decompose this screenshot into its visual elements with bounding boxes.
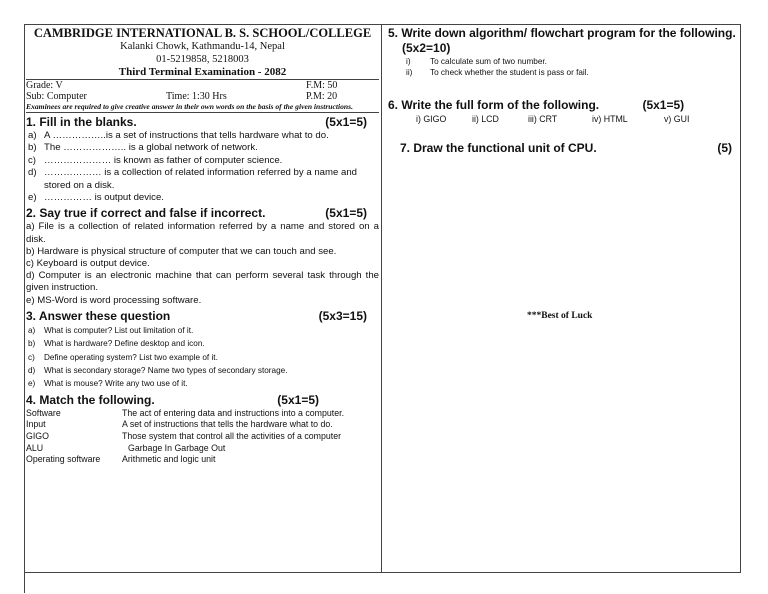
q3-item: c) Define operating system? List two example of it. [28,352,218,362]
q3-heading [26,309,379,324]
q5-title: 5. Write down algorithm/ flowchart program for the following. [388,26,736,40]
q1-item: a) A ……………..is a set of instructions that tells hardware what to do. [28,130,329,141]
q3-item: d) What is secondary storage? Name two types of secondary storage. [28,366,288,376]
q4-heading [26,393,379,408]
q2-heading [26,206,379,221]
q1-item: e) …………… is output device. [28,192,164,204]
q3-title: 3. Answer these question [26,308,171,323]
match-row: ALU Garbage In Garbage Out [26,442,226,453]
q2-title: 2. Say true if correct and false if incorrect. [26,206,266,221]
column-divider [381,24,382,572]
q3-item: e) What is mouse? Write any two use of it. [28,379,188,389]
q1-item: b) The ……………….. is a global network of network. [28,142,258,154]
q3-item: a) What is computer? List out limitation of it. [28,325,194,335]
school-address: Kalanki Chowk, Kathmandu-14, Nepal [120,41,285,52]
q5-marks: (5x2=10) [402,41,451,55]
q3-marks: (5x3=15) [318,308,367,323]
match-row: Software The act of entering data and instructions into a computer. [26,407,345,418]
q6-heading [388,98,738,113]
school-phone: 01-5219858, 5218003 [156,54,249,65]
exam-title: Third Terminal Examination - 2082 [26,66,379,80]
match-row: Operating software Arithmetic and logic unit [26,454,216,465]
q5-heading [388,26,738,56]
q7-title: 7. Draw the functional unit of CPU. [400,141,597,155]
q7-marks: (5) [717,141,732,155]
q4-title: 4. Match the following. [26,392,155,407]
q6-item: iv) HTML [592,114,628,124]
subject: Sub: Computer [26,91,87,102]
q2-item: c) Keyboard is output device. [26,258,150,270]
q6-title: 6. Write the full form of the following. [388,98,600,112]
q6-item: iii) CRT [528,114,558,124]
q4-marks: (5x1=5) [277,392,319,407]
right-column [388,26,738,156]
instructions: Examinees are required to give creative answer in their own words on the basis of the given instructions. [26,102,379,113]
full-marks: F.M: 50 [306,80,338,91]
q1-heading [26,115,379,130]
q3-item: b) What is hardware? Define desktop and icon. [28,339,205,349]
q2-item: d) Computer is an electronic machine that can perform several task through the given instruction. [26,270,379,294]
page-edge-line [24,571,25,593]
pass-marks: P.M: 20 [306,91,338,102]
q2-item: b) Hardware is physical structure of computer that we can touch and see. [26,245,337,257]
left-column [26,26,379,466]
q1-item: c) ………………… is known as father of computer science. [28,154,283,166]
grade-row [26,80,379,91]
subject-row [26,91,379,102]
q6-item: ii) LCD [472,114,499,124]
q1-title: 1. Fill in the blanks. [26,115,137,129]
match-row: GIGO Those system that control all the activities of a computer [26,431,342,442]
q2-item: e) MS-Word is word processing software. [26,294,202,306]
q7-heading [388,141,738,156]
q2-marks: (5x1=5) [325,206,367,221]
q6-item: i) GIGO [416,114,447,124]
q2-item: a) File is a collection of related information referred by a name and stored on a disk. [26,221,379,245]
q5-item: ii) To check whether the student is pass or fail. [406,68,589,77]
q5-item: i) To calculate sum of two number. [406,57,547,66]
match-row: Input A set of instructions that tells the hardware what to do. [26,419,333,430]
q1-marks: (5x1=5) [325,115,367,129]
q6-item: v) GUI [664,114,690,124]
grade: Grade: V [26,80,63,91]
time: Time: 1:30 Hrs [166,91,227,102]
q6-marks: (5x1=5) [642,98,685,112]
school-name: CAMBRIDGE INTERNATIONAL B. S. SCHOOL/COLLEGE [33,26,372,40]
best-of-luck: ***Best of Luck [527,311,593,321]
q1-item: d) ……………… is a collection of related information referred by a name and stored on a disk. [28,167,358,191]
q6-items [388,113,738,125]
